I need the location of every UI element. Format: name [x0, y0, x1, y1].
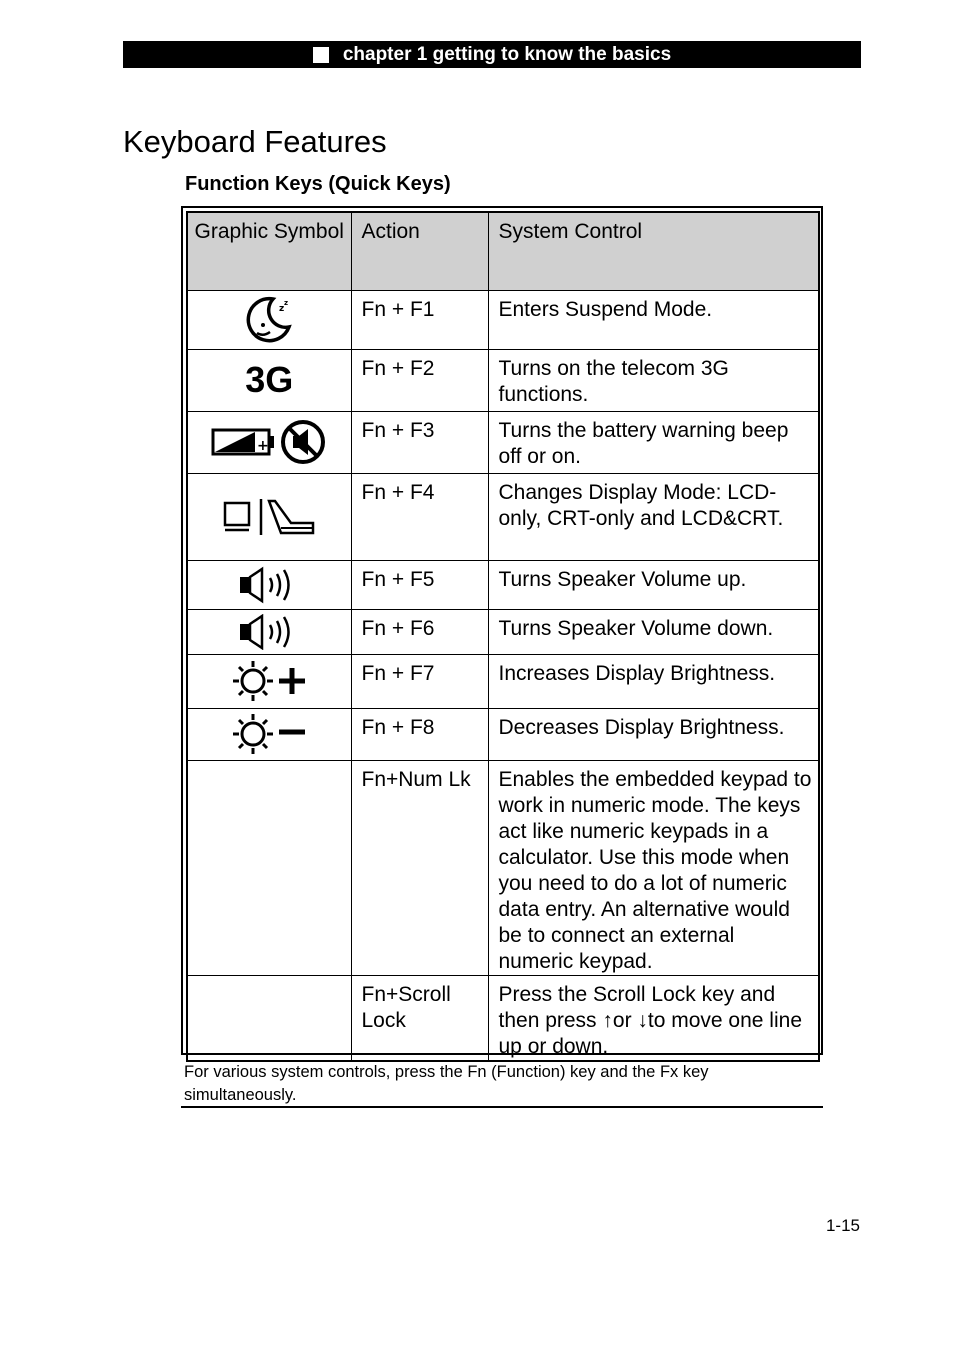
svg-text:z: z [279, 303, 285, 314]
control-cell: Turns the battery warning beep off or on. [488, 411, 819, 473]
symbol-cell [187, 349, 351, 411]
control-cell: Turns Speaker Volume down. [488, 609, 819, 654]
speaker-volume-down-icon [238, 614, 300, 650]
action-cell: Fn + F4 [351, 473, 488, 560]
footnote-divider [181, 1106, 823, 1108]
table-row [187, 975, 819, 1061]
page-title: Keyboard Features [123, 124, 387, 159]
suspend-moon-icon [243, 295, 295, 345]
brightness-down-icon [231, 712, 307, 756]
action-cell: Fn+Num Lk [351, 760, 488, 975]
control-cell: Turns on the telecom 3G functions. [488, 349, 819, 411]
display-mode-icon [221, 497, 317, 537]
symbol-cell [187, 560, 351, 609]
table-row [187, 609, 819, 654]
symbol-cell [187, 654, 351, 708]
chapter-header-bar [123, 41, 861, 68]
table-row [187, 349, 819, 411]
table-row [187, 760, 819, 975]
battery-beep-icon [211, 420, 327, 464]
symbol-cell [187, 760, 351, 975]
function-keys-table [186, 211, 820, 1062]
action-cell: Fn + F6 [351, 609, 488, 654]
chapter-label: chapter 1 getting to know the basics [342, 43, 672, 65]
action-cell: Fn + F3 [351, 411, 488, 473]
symbol-cell [187, 708, 351, 760]
action-cell: Fn+Scroll Lock [351, 975, 488, 1061]
action-cell: Fn + F5 [351, 560, 488, 609]
table-row [187, 560, 819, 609]
header-action: Action [351, 212, 488, 290]
footnote: For various system controls, press the Fn (Function) key and the Fx key simultaneously. [184, 1063, 709, 1104]
symbol-cell [187, 290, 351, 349]
square-bullet-icon [313, 47, 329, 63]
svg-text:+: + [257, 438, 269, 454]
action-cell: Fn + F2 [351, 349, 488, 411]
symbol-cell [187, 975, 351, 1061]
control-cell: Enables the embedded keypad to work in numeric mode. The keys act like numeric keypads in a calculator. Use this mode when you need to do a lot of numeric data entry. An alternative would be to connect an external numeric keypad. [488, 760, 819, 975]
control-cell: Increases Display Brightness. [488, 654, 819, 708]
action-cell: Fn + F8 [351, 708, 488, 760]
symbol-cell [187, 411, 351, 473]
svg-text:z: z [284, 298, 289, 307]
header-system-control: System Control [488, 212, 819, 290]
table-row [187, 411, 819, 473]
table-row [187, 708, 819, 760]
page-number: 1-15 [825, 1216, 860, 1235]
speaker-volume-up-icon [238, 566, 300, 604]
action-cell: Fn + F7 [351, 654, 488, 708]
table-header-row [187, 212, 819, 290]
symbol-cell [187, 609, 351, 654]
brightness-up-icon [231, 659, 307, 703]
control-cell: Changes Display Mode: LCD-only, CRT-only and LCD&CRT. [488, 473, 819, 560]
control-cell: Turns Speaker Volume up. [488, 560, 819, 609]
table-row [187, 654, 819, 708]
function-keys-table-frame [181, 206, 823, 1058]
section-title: Function Keys (Quick Keys) [185, 173, 451, 195]
header-graphic-symbol: Graphic Symbol [187, 212, 351, 290]
action-cell: Fn + F1 [351, 290, 488, 349]
control-cell: Decreases Display Brightness. [488, 708, 819, 760]
control-cell: Press the Scroll Lock key and then press ↑or ↓to move one line up or down. [488, 975, 819, 1061]
symbol-cell [187, 473, 351, 560]
table-row [187, 473, 819, 560]
control-cell: Enters Suspend Mode. [488, 290, 819, 349]
3g-icon: 3G [245, 358, 294, 400]
table-row [187, 290, 819, 349]
